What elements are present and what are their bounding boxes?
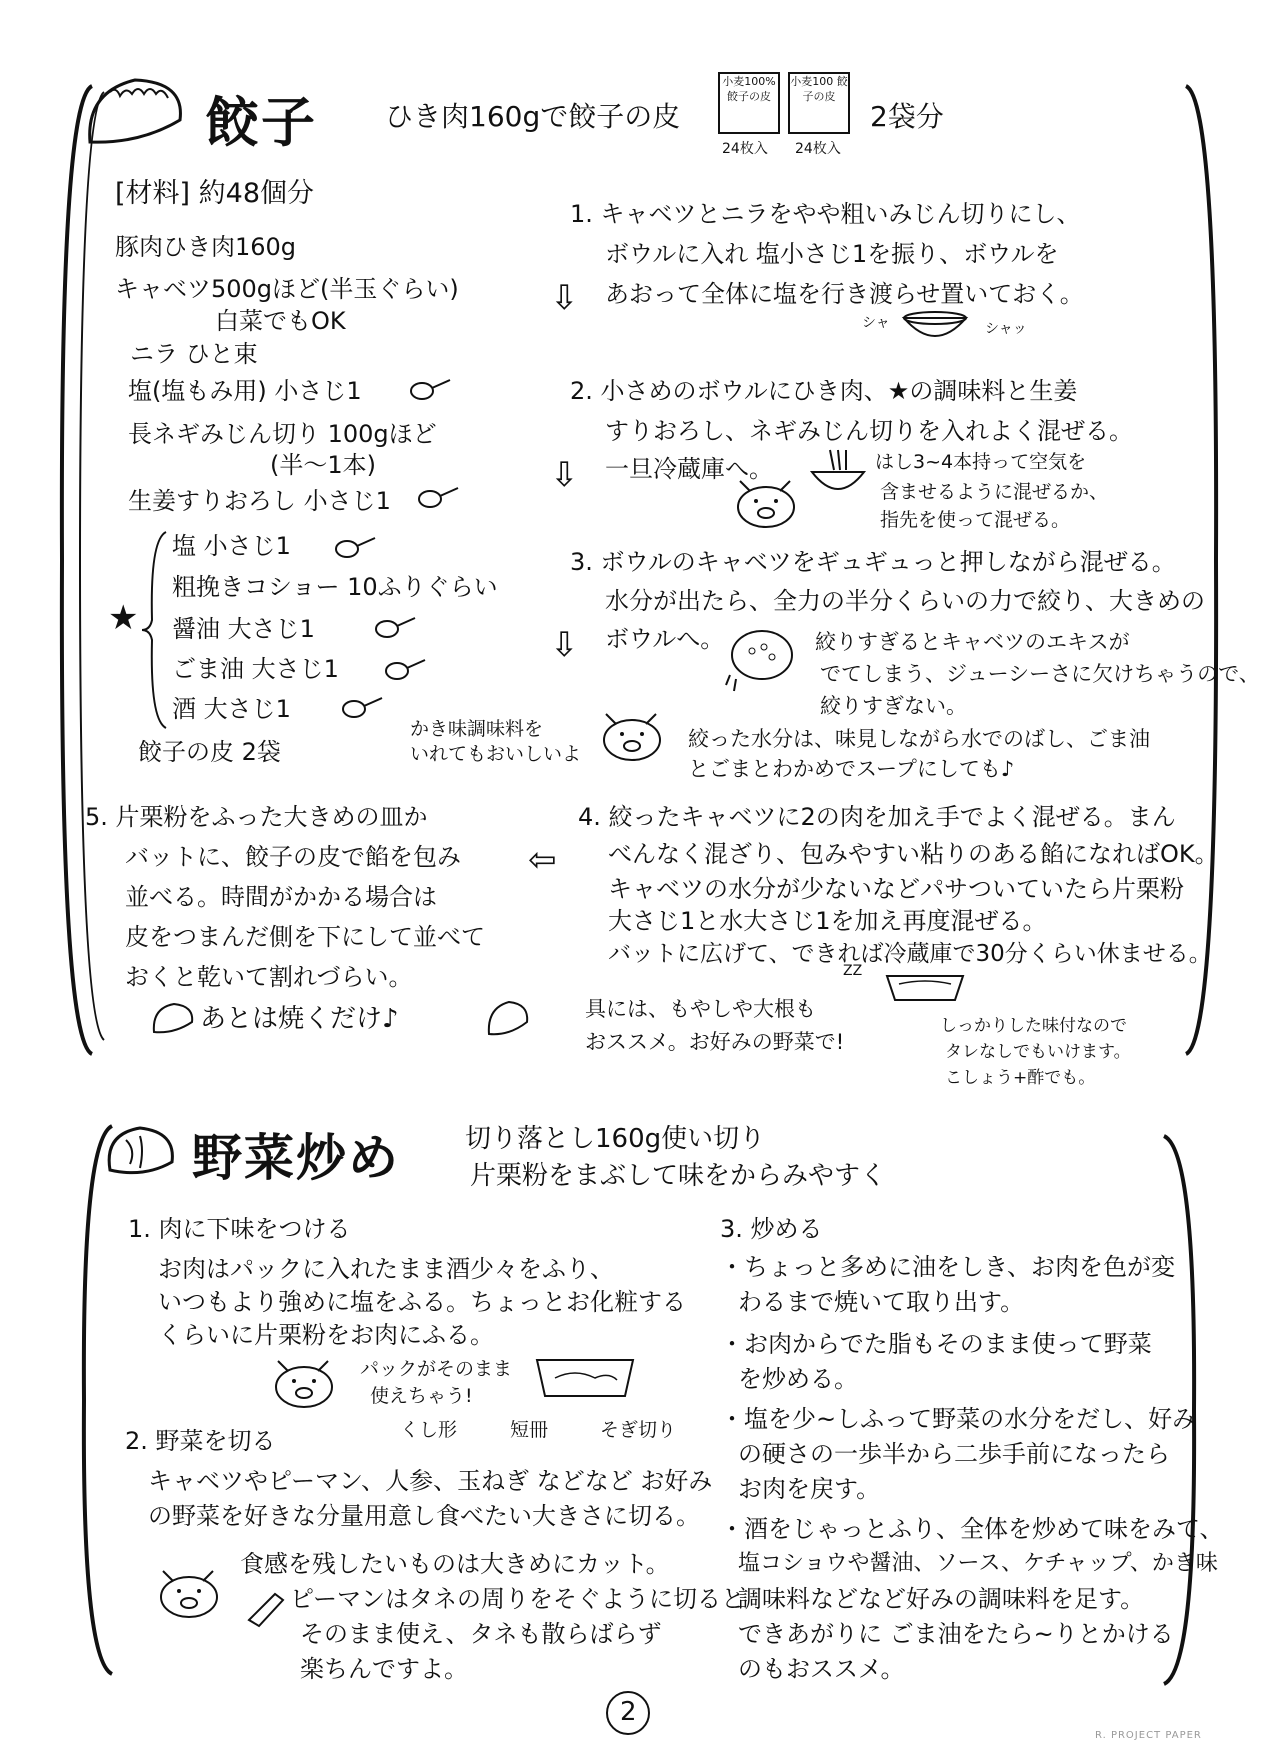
pig-icon: [270, 1355, 340, 1411]
step5-line: おくと乾いて割れづらい。: [125, 963, 413, 991]
pig-icon: [155, 1565, 225, 1621]
yasai-step3-line: ・お肉からでた脂もそのまま使って野菜: [720, 1330, 1152, 1358]
gyoza-icon: [80, 72, 190, 152]
page-number: 2: [620, 1697, 637, 1727]
curly-brace: [140, 530, 170, 730]
yasai-step1-line: お肉はパックに入れたまま酒少々をふり、: [158, 1255, 614, 1283]
yasai-subtitle-line: 切り落とし160g使い切り: [465, 1124, 766, 1154]
step3-tip-line: 絞りすぎるとキャベツのエキスが: [815, 630, 1130, 654]
step3-note-line: とごまとわかめでスープにしても♪: [688, 757, 1015, 781]
filling-tip-line: 具には、もやしや大根も: [585, 997, 816, 1021]
sfx-text: ZZ: [843, 963, 863, 979]
seasoning-tip-line: しっかりした味付なので: [940, 1016, 1127, 1036]
spoon-icon: [342, 698, 382, 720]
ingredient-item: 塩(塩もみ用) 小さじ1: [128, 377, 362, 405]
bowl-icon: [900, 310, 970, 346]
seasoning-tip-line: こしょう+酢でも。: [945, 1068, 1096, 1088]
step2-tip-line: はし3~4本持って空気を: [875, 451, 1087, 473]
package-2-count: 24枚入: [795, 141, 841, 157]
pack-tip-line: 使えちゃう!: [370, 1385, 473, 1407]
pepper-tip-line: そのまま使え、タネも散らばらず: [300, 1620, 662, 1648]
oyster-note-line: かき味調味料を: [410, 718, 544, 740]
step4-line: べんなく混ざり、包みやすい粘りのある餡になればOK。: [608, 840, 1219, 868]
yasai-subtitle-line: 片栗粉をまぶして味をからみやすく: [470, 1161, 887, 1191]
yasai-step3-line: 塩コショウや醤油、ソース、ケチャップ、かき味: [738, 1551, 1218, 1576]
arrow-left-icon: ⇦: [528, 840, 557, 880]
yasai-step3-line: わるまで焼いて取り出す。: [738, 1288, 1025, 1316]
spoon-icon: [375, 618, 415, 640]
cut-type-label: 短冊: [510, 1419, 549, 1441]
arrow-down-icon: ⇩: [550, 455, 579, 495]
meat-pack-icon: [535, 1350, 635, 1400]
finish-text: あとは焼くだけ♪: [200, 1004, 399, 1034]
step3-line: 水分が出たら、全力の半分くらいの力で絞り、大きめの: [605, 587, 1205, 615]
yasai-step2-line: の野菜を好きな分量用意し食べたい大きさに切る。: [148, 1502, 700, 1530]
cut-type-label: くし形: [400, 1419, 458, 1441]
star-ingredient: 酒 大さじ1: [172, 695, 291, 723]
yasai-step1-head: 1. 肉に下味をつける: [128, 1215, 351, 1243]
spoon-icon: [418, 488, 458, 510]
right-bracket-top: [1172, 80, 1232, 1060]
ingredient-item: 長ネギみじん切り 100gほど: [128, 420, 437, 448]
step5-line: 並べる。時間がかかる場合は: [125, 883, 437, 911]
left-bracket-top: [52, 80, 112, 1060]
star-ingredient: 醤油 大さじ1: [172, 615, 315, 643]
cabbage-icon: [100, 1120, 180, 1180]
star-ingredient: 粗挽きコショー 10ふりぐらい: [172, 573, 498, 601]
yasai-step3-head: 3. 炒める: [720, 1215, 823, 1243]
sfx-text: シャ: [862, 315, 890, 331]
step4-line: 4. 絞ったキャベツに2の肉を加え手でよく混ぜる。まん: [578, 803, 1176, 831]
gyoza-icon: [150, 1002, 194, 1036]
step1-line: ボウルに入れ 塩小さじ1を振り、ボウルを: [605, 240, 1059, 268]
step3-tip-line: 絞りすぎない。: [820, 694, 967, 718]
step2-line: 一旦冷蔵庫へ。: [605, 455, 773, 483]
gyoza-subtitle: ひき肉160gで餃子の皮: [385, 100, 681, 133]
star-ingredient: ごま油 大さじ1: [172, 655, 339, 683]
step5-line: 5. 片栗粉をふった大きめの皿か: [85, 803, 428, 831]
ingredient-item: 生姜すりおろし 小さじ1: [128, 487, 391, 515]
texture-tip: 食感を残したいものは大きめにカット。: [240, 1550, 670, 1578]
yasai-step1-line: くらいに片栗粉をお肉にふる。: [158, 1321, 494, 1349]
yasai-step3-line: できあがりに ごま油をたら~りとかける: [738, 1620, 1174, 1648]
ingredients-header: [材料] 約48個分: [115, 178, 315, 209]
seasoning-tip-line: タレなしでもいけます。: [945, 1042, 1131, 1062]
step2-line: 2. 小さめのボウルにひき肉、★の調味料と生姜: [570, 377, 1078, 405]
knife-icon: [245, 1590, 289, 1630]
step3-tip-line: でてしまう、ジューシーさに欠けちゃうので、: [820, 662, 1260, 686]
step2-tip-line: 指先を使って混ぜる。: [880, 509, 1071, 531]
step4-line: バットに広げて、できれば冷蔵庫で30分くらい休ませる。: [608, 941, 1212, 967]
yasai-step2-head: 2. 野菜を切る: [125, 1427, 276, 1455]
yasai-step3-line: の硬さの一歩半から二歩手前になったら: [738, 1440, 1170, 1468]
yasai-title: 野菜炒め: [192, 1129, 400, 1187]
spoon-icon: [385, 660, 425, 682]
arrow-down-icon: ⇩: [550, 278, 579, 318]
gyoza-icon: [485, 1000, 529, 1040]
yasai-step3-line: ・塩を少~しふって野菜の水分をだし、好み: [720, 1405, 1197, 1433]
spoon-icon: [410, 380, 450, 402]
package-2: 小麦100 餃子の皮: [788, 72, 850, 134]
step5-line: 皮をつまんだ側を下にして並べて: [125, 923, 485, 951]
cut-type-label: そぎ切り: [600, 1419, 677, 1441]
ingredient-item: キャベツ500gほど(半玉ぐらい): [115, 275, 459, 303]
spoon-icon: [335, 538, 375, 560]
step3-line: 3. ボウルのキャベツをギュギュっと押しながら混ぜる。: [570, 548, 1176, 576]
yasai-step3-line: を炒める。: [738, 1365, 858, 1393]
yasai-step3-line: 調味料などなど好みの調味料を足す。: [738, 1585, 1145, 1613]
tray-icon: [885, 970, 965, 1004]
step2-line: すりおろし、ネギみじん切りを入れよく混ぜる。: [605, 417, 1133, 445]
bags-label: 2袋分: [870, 100, 944, 133]
yasai-step3-line: のもおススメ。: [738, 1655, 905, 1683]
ingredient-item: ニラ ひと束: [130, 340, 258, 368]
filling-tip-line: おススメ。お好みの野菜で!: [585, 1030, 845, 1054]
package-1-count: 24枚入: [722, 141, 768, 157]
ingredient-item: 白菜でもOK: [215, 307, 346, 335]
left-bracket-bottom: [72, 1120, 132, 1680]
yasai-step3-line: お肉を戻す。: [738, 1475, 881, 1503]
star-ingredient: 塩 小さじ1: [172, 532, 291, 560]
ingredient-item: 豚肉ひき肉160g: [115, 233, 297, 261]
pig-icon: [598, 708, 668, 764]
step3-line: ボウルへ。: [605, 625, 725, 653]
pack-tip-line: パックがそのまま: [360, 1358, 513, 1380]
skins-label: 餃子の皮 2袋: [138, 738, 281, 766]
yasai-step1-line: いつもより強めに塩をふる。ちょっとお化粧する: [158, 1288, 686, 1316]
sfx-text: シャッ: [985, 321, 1027, 337]
step3-note-line: 絞った水分は、味見しながら水でのばし、ごま油: [688, 727, 1150, 751]
yasai-step2-line: キャベツやピーマン、人参、玉ねぎ などなど お好み: [148, 1467, 713, 1495]
step1-line: あおって全体に塩を行き渡らせ置いておく。: [605, 280, 1084, 308]
yasai-step3-line: ・ちょっと多めに油をしき、お肉を色が変: [720, 1253, 1176, 1281]
oyster-note-line: いれてもおいしいよ: [410, 743, 582, 765]
mixing-bowl-icon: [808, 450, 868, 500]
squeeze-bowl-icon: [722, 625, 802, 695]
pepper-tip-line: ピーマンはタネの周りをそぐように切ると: [290, 1585, 746, 1613]
ingredient-item: (半～1本): [270, 451, 376, 479]
footer-brand: R. PROJECT PAPER: [1095, 1730, 1202, 1741]
pepper-tip-line: 楽ちんですよ。: [300, 1655, 468, 1683]
step4-line: 大さじ1と水大さじ1を加え再度混ぜる。: [608, 907, 1047, 935]
yasai-step3-line: ・酒をじゃっとふり、全体を炒めて味をみて、: [720, 1515, 1224, 1543]
package-1: 小麦100% 餃子の皮: [718, 72, 780, 134]
step2-tip-line: 含ませるように混ぜるか、: [880, 481, 1109, 503]
arrow-down-icon: ⇩: [550, 625, 579, 665]
step5-line: バットに、餃子の皮で餡を包み: [125, 843, 461, 871]
gyoza-title: 餃子: [205, 91, 317, 154]
step4-line: キャベツの水分が少ないなどパサついていたら片栗粉: [608, 875, 1184, 903]
pig-icon: [732, 475, 802, 531]
step1-line: 1. キャベツとニラをやや粗いみじん切りにし、: [570, 200, 1081, 228]
star-mark: ★: [108, 598, 139, 638]
